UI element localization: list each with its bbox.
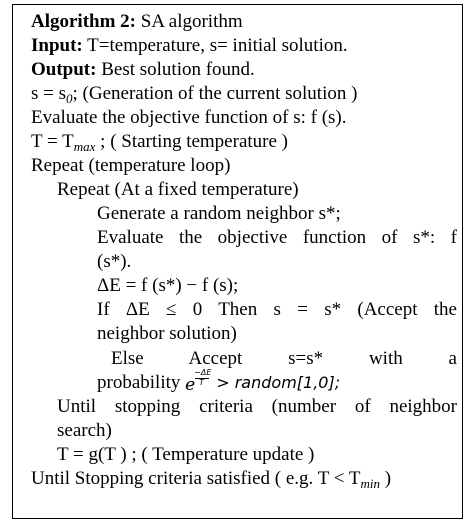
evaluate-neighbor-line-2: (s*). — [97, 251, 132, 272]
if-line-1: If ΔE ≤ 0 Then s = s* (Accept the — [97, 299, 457, 320]
if-line-2: neighbor solution) — [97, 323, 237, 344]
output-line — [31, 58, 255, 82]
input-line — [31, 34, 348, 58]
exponential-formula — [185, 368, 212, 395]
tmax-text: T = T — [31, 131, 74, 152]
exp-numerator: −ΔE — [194, 368, 212, 377]
algorithm-box — [12, 4, 463, 519]
init-text: s = s — [31, 83, 67, 104]
algorithm-name: SA algorithm — [136, 11, 243, 32]
tmax-comment: ; ( Starting temperature ) — [95, 131, 288, 152]
outer-until-line — [31, 467, 391, 491]
else-line: Else Accept s=s* with a — [111, 348, 457, 369]
generate-line: Generate a random neighbor s*; — [97, 203, 341, 224]
outer-until-subscript: min — [360, 476, 380, 491]
outer-repeat-line: Repeat (temperature loop) — [31, 155, 231, 176]
init-comment: ; (Generation of the current solution ) — [72, 83, 358, 104]
random-comparison: > random[1,0]; — [211, 373, 341, 392]
algorithm-label: Algorithm 2: — [31, 11, 137, 32]
evaluate-initial-line: Evaluate the objective function of s: f (s). — [31, 107, 347, 128]
tmax-subscript: max — [73, 139, 96, 154]
probability-line — [97, 368, 341, 395]
init-line — [31, 82, 357, 106]
input-text: T=temperature, s= initial solution. — [82, 35, 348, 56]
exp-denominator: T — [199, 378, 205, 387]
temperature-update-line: T = g(T ) ; ( Temperature update ) — [57, 444, 315, 465]
inner-until-line-2: search) — [57, 420, 112, 441]
outer-until-close: ) — [379, 468, 392, 489]
output-text: Best solution found. — [96, 59, 255, 80]
output-label: Output: — [31, 59, 97, 80]
inner-until-line-1: Until stopping criteria (number of neighbor — [57, 396, 457, 417]
input-label: Input: — [31, 35, 83, 56]
outer-until-text: Until Stopping criteria satisfied ( e.g. T < T — [31, 468, 361, 489]
init-subscript: 0 — [66, 91, 73, 106]
delta-line: ΔE = f (s*) − f (s); — [97, 275, 239, 296]
algorithm-title — [31, 10, 243, 34]
tmax-line — [31, 130, 288, 154]
probability-text: probability — [97, 372, 181, 393]
evaluate-neighbor-line-1: Evaluate the objective function of s*: f — [97, 227, 457, 248]
exp-base: e — [185, 375, 196, 395]
inner-repeat-line: Repeat (At a fixed temperature) — [57, 179, 299, 200]
